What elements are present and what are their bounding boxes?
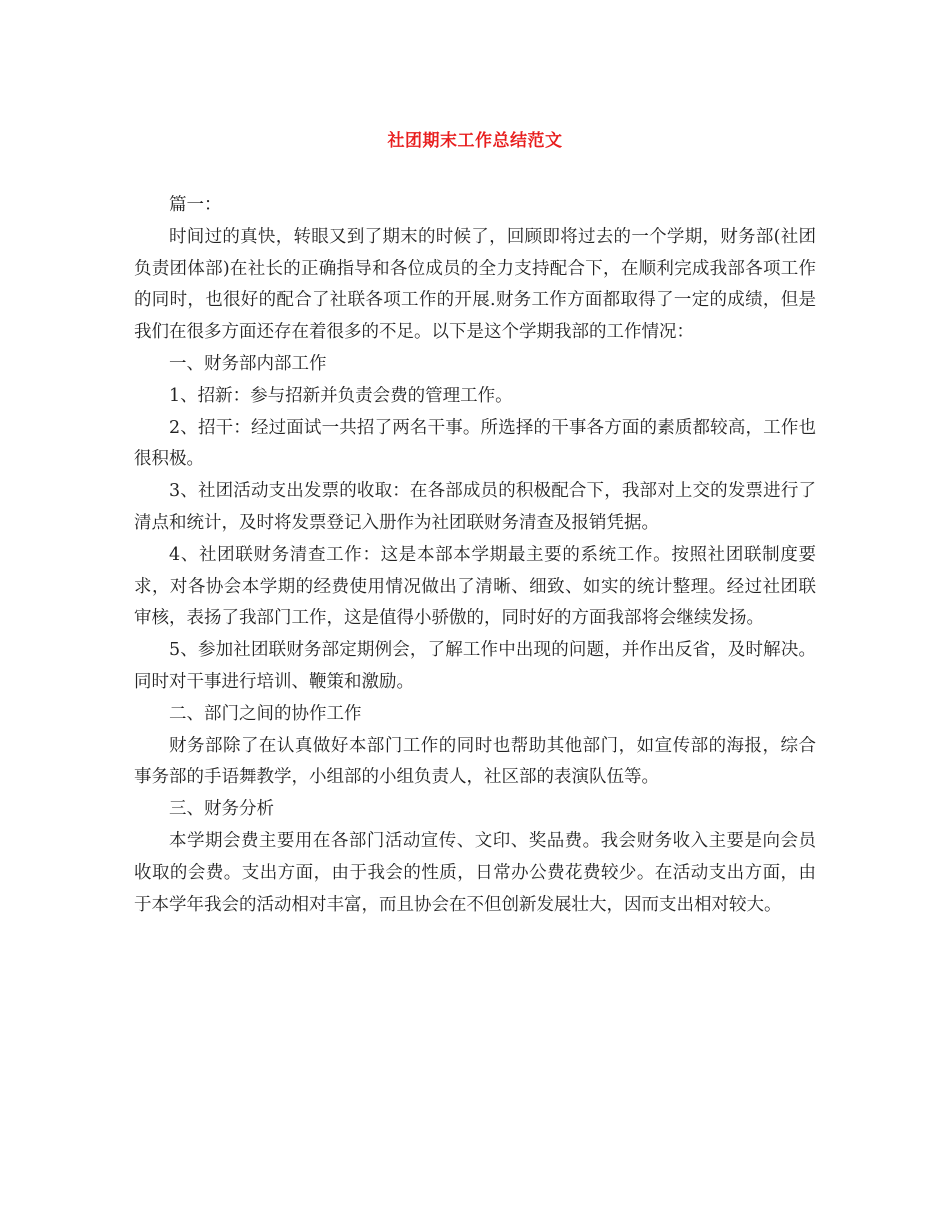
paragraph-item-2: 2、招干：经过面试一共招了两名干事。所选择的干事各方面的素质都较高，工作也很积极。 <box>134 417 816 470</box>
paragraph-item-5: 5、参加社团联财务部定期例会，了解工作中出现的问题，并作出反省，及时解决。同时对干事进行培训、鞭策和激励。 <box>134 640 816 692</box>
paragraph-item-3: 3、社团活动支出发票的收取：在各部成员的积极配合下，我部对上交的发票进行了清点和统计，及时将发票登记入册作为社团联财务清查及报销凭据。 <box>134 481 816 533</box>
heading-internal-work: 一、财务部内部工作 <box>169 353 327 374</box>
heading-financial-analysis: 三、财务分析 <box>169 799 274 820</box>
paragraph-cooperation: 财务部除了在认真做好本部门工作的同时也帮助其他部门，如宣传部的海报，综合事务部的手语舞教学，小组部的小组负责人，社区部的表演队伍等。 <box>134 735 816 788</box>
document-body <box>134 190 816 921</box>
paragraph-item-1: 1、招新：参与招新并负责会费的管理工作。 <box>169 385 513 406</box>
paragraph-intro: 时间过的真快，转眼又到了期末的时候了，回顾即将过去的一个学期，财务部(社团负责团体部)在社长的正确指导和各位成员的全力支持配合下，在顺利完成我部各项工作的同时，也很好的配合了社联各项工作的开展.财务工作方面都取得了一定的成绩，但是我们在很多方面还存在着很多的不足。以下是这个学期我部的工作情况： <box>134 226 816 343</box>
paragraph-item-4: 4、社团联财务清查工作：这是本部本学期最主要的系统工作。按照社团联制度要求，对各协会本学期的经费使用情况做出了清晰、细致、如实的统计整理。经过社团联审核，表扬了我部门工作，这是值得小骄傲的，同时好的方面我部将会继续发扬。 <box>134 544 816 629</box>
paragraph-financial-analysis: 本学期会费主要用在各部门活动宣传、文印、奖品费。我会财务收入主要是向会员收取的会费。支出方面，由于我会的性质，日常办公费花费较少。在活动支出方面，由于本学年我会的活动相对丰富，而且协会在不但创新发展壮大，因而支出相对较大。 <box>134 830 816 915</box>
paragraph-section-label: 篇一： <box>169 195 222 215</box>
document-title: 社团期末工作总结范文 <box>387 131 563 151</box>
heading-cooperation: 二、部门之间的协作工作 <box>169 703 362 724</box>
